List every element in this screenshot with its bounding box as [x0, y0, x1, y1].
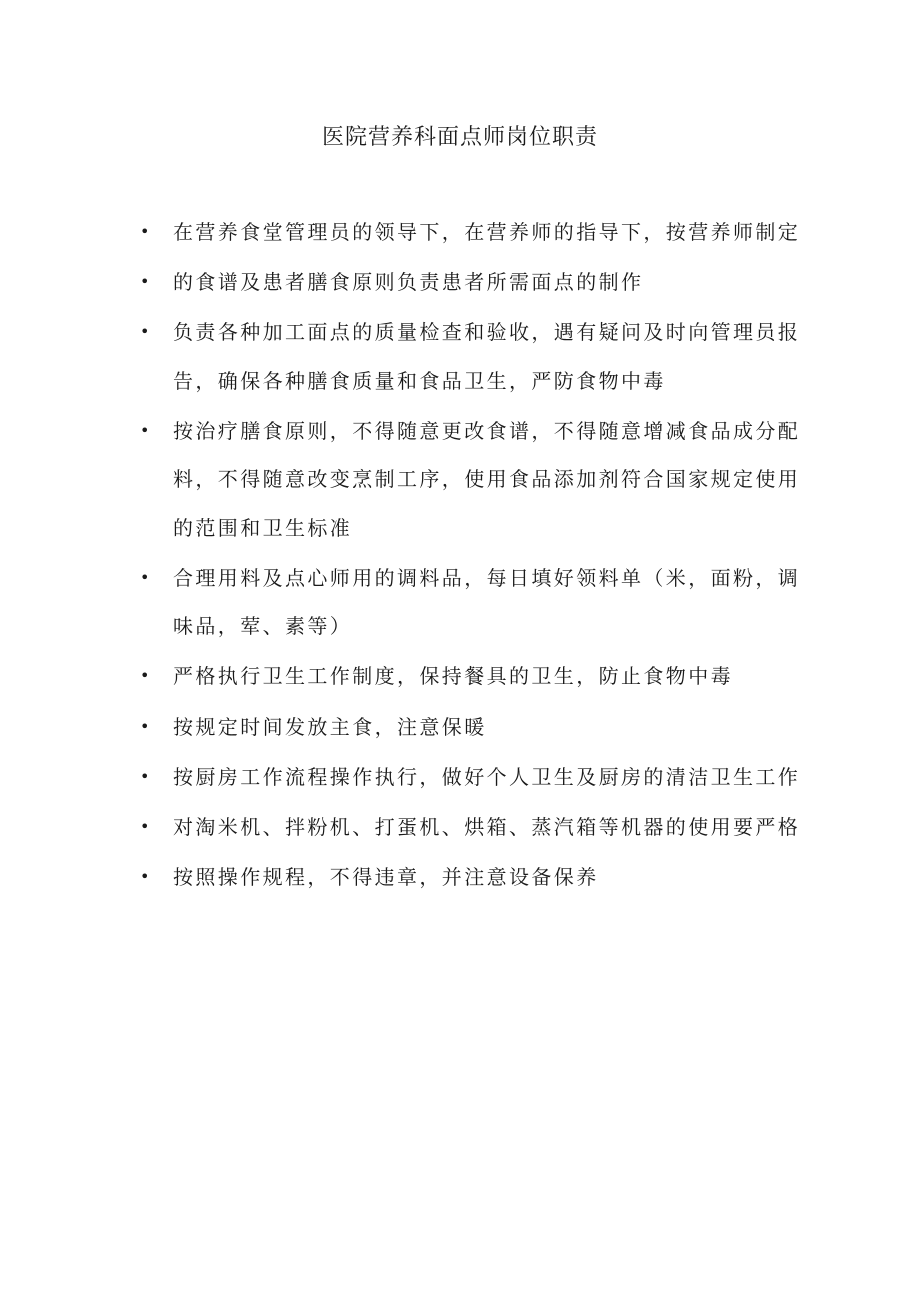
duty-text: 按治疗膳食原则，不得随意更改食谱，不得随意增减食品成分配料，不得随意改变烹制工序，使用食品添加剂符合国家规定使用的范围和卫生标准 [173, 418, 801, 540]
list-item [138, 703, 808, 752]
duty-text: 对淘米机、拌粉机、打蛋机、烘箱、蒸汽箱等机器的使用要严格 [173, 814, 801, 839]
bullet-icon: • [140, 716, 150, 736]
list-item [138, 554, 808, 651]
bullet-icon: • [140, 666, 150, 686]
bullet-icon: • [140, 272, 150, 292]
list-item [138, 652, 808, 701]
list-item [138, 407, 808, 553]
bullet-icon: • [140, 567, 150, 587]
duty-text: 合理用料及点心师用的调料品，每日填好领料单（米，面粉，调味品，荤、素等） [173, 565, 801, 639]
duty-text: 严格执行卫生工作制度，保持餐具的卫生，防止食物中毒 [173, 664, 733, 689]
bullet-icon: • [140, 816, 150, 836]
list-item [138, 308, 808, 405]
list-item [138, 258, 808, 307]
duty-text: 按厨房工作流程操作执行，做好个人卫生及厨房的清洁卫生工作 [173, 764, 801, 789]
duty-list [138, 208, 808, 903]
duty-text: 负责各种加工面点的质量检查和验收，遇有疑问及时向管理员报告，确保各种膳食质量和食品卫生，严防食物中毒 [173, 320, 801, 393]
bullet-icon: • [140, 322, 150, 342]
bullet-icon: • [140, 222, 150, 241]
duty-text: 的食谱及患者膳食原则负责患者所需面点的制作 [173, 270, 644, 295]
list-item [138, 208, 808, 257]
duty-text: 按照操作规程，不得违章，并注意设备保养 [173, 864, 599, 889]
list-item [138, 803, 808, 852]
bullet-icon: • [140, 866, 150, 886]
list-item [138, 853, 808, 902]
duty-text: 按规定时间发放主食，注意保暖 [173, 714, 487, 739]
page-title: 医院营养科面点师岗位职责 [321, 125, 598, 150]
bullet-icon: • [140, 420, 150, 440]
bullet-icon: • [140, 766, 150, 786]
duty-text: 在营养食堂管理员的领导下，在营养师的指导下，按营养师制定 [173, 220, 801, 244]
list-item [138, 753, 808, 802]
